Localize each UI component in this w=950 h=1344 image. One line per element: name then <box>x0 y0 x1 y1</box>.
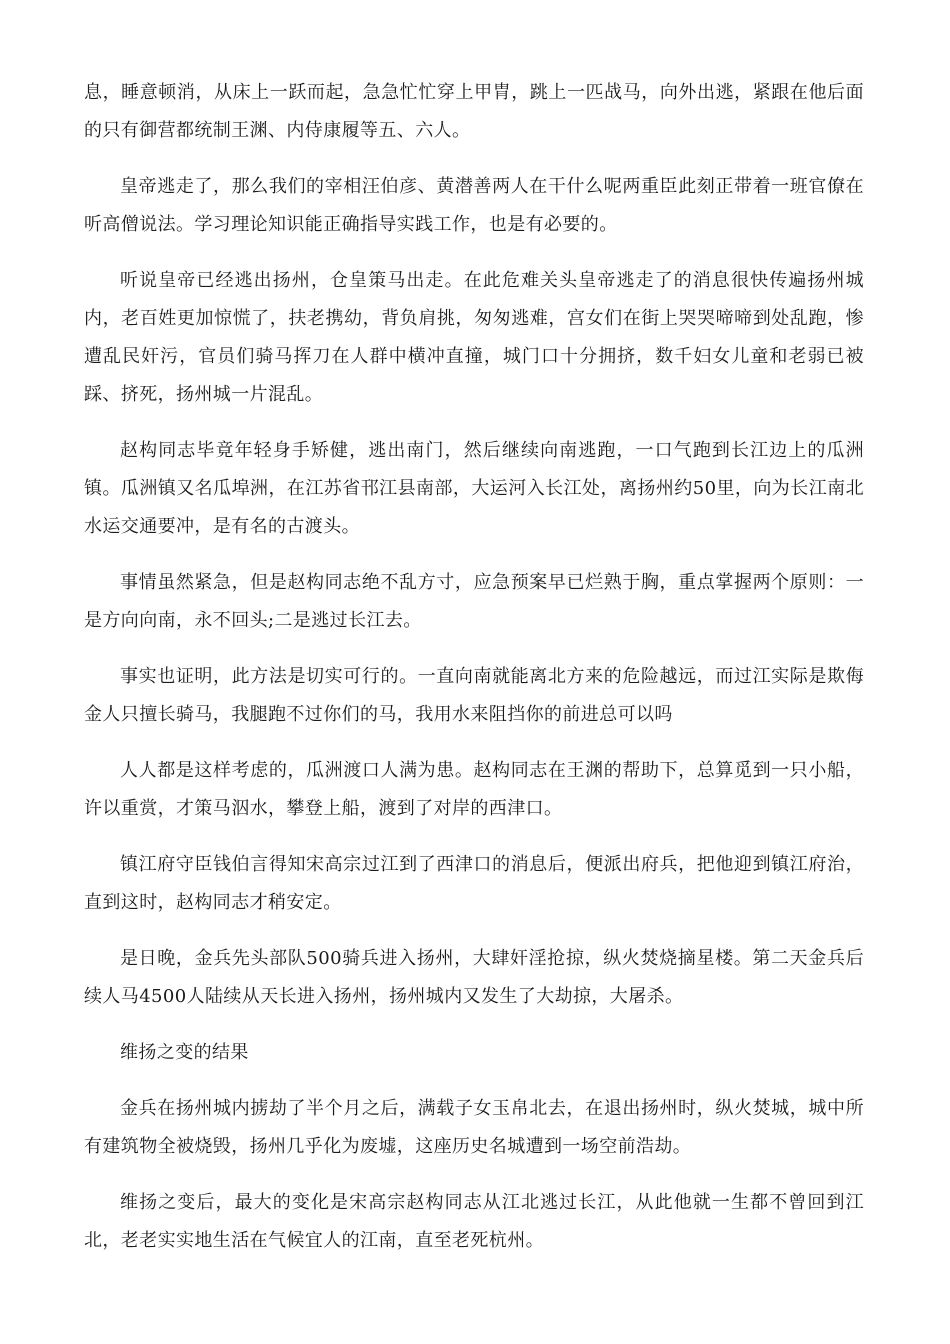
paragraph-city-burned: 金兵在扬州城内掳劫了半个月之后，满载子女玉帛北去，在退出扬州时，纵火焚城，城中所有建筑物全被烧毁，扬州几乎化为废墟，这座历史名城遭到一场空前浩劫。 <box>84 1098 864 1157</box>
paragraph-crossing: 人人都是这样考虑的，瓜洲渡口人满为患。赵构同志在王渊的帮助下，总算觅到一只小船，许以重赏，才策马泅水，攀登上船，渡到了对岸的西津口。 <box>84 760 864 819</box>
paragraph-jin-army: 是日晚，金兵先头部队500骑兵进入扬州，大肆奸淫抢掠，纵火焚烧摘星楼。第二天金兵后续人马4500人陆续从天长进入扬州，扬州城内又发生了大劫掠，大屠杀。 <box>84 948 864 1007</box>
paragraph-principles: 事情虽然紧急，但是赵构同志绝不乱方寸，应急预案早已烂熟于胸，重点掌握两个原则：一是方向向南，永不回头;二是逃过长江去。 <box>84 572 864 631</box>
paragraph-continuation: 息，睡意顿消，从床上一跃而起，急急忙忙穿上甲胄，跳上一匹战马，向外出逃，紧跟在他后面的只有御营都统制王渊、内侍康履等五、六人。 <box>84 82 864 141</box>
paragraph-aftermath: 维扬之变后，最大的变化是宋高宗赵构同志从江北逃过长江，从此他就一生都不曾回到江北，老老实实地生活在气候宜人的江南，直至老死杭州。 <box>84 1192 864 1251</box>
document-body <box>84 74 864 1278</box>
section-heading-result: 维扬之变的结果 <box>120 1042 249 1063</box>
paragraph-zhenjiang: 镇江府守臣钱伯言得知宋高宗过江到了西津口的消息后，便派出府兵，把他迎到镇江府治，直到这时，赵构同志才稍安定。 <box>84 854 864 913</box>
paragraph-emperor-flees: 皇帝逃走了，那么我们的宰相汪伯彦、黄潜善两人在干什么呢两重臣此刻正带着一班官僚在听高僧说法。学习理论知识能正确指导实践工作，也是有必要的。 <box>84 176 864 235</box>
paragraph-method-proven: 事实也证明，此方法是切实可行的。一直向南就能离北方来的危险越远，而过江实际是欺侮金人只擅长骑马，我腿跑不过你们的马，我用水来阻挡你的前进总可以吗 <box>84 666 864 725</box>
paragraph-guazhou: 赵构同志毕竟年轻身手矫健，逃出南门，然后继续向南逃跑，一口气跑到长江边上的瓜洲镇。瓜洲镇又名瓜埠洲，在江苏省邗江县南部，大运河入长江处，离扬州约50里，向为长江南北水运交通要冲，是有名的古渡头。 <box>84 440 864 537</box>
paragraph-city-chaos: 听说皇帝已经逃出扬州，仓皇策马出走。在此危难关头皇帝逃走了的消息很快传遍扬州城内，老百姓更加惊慌了，扶老携幼，背负肩挑，匆匆逃难，宫女们在街上哭哭啼啼到处乱跑，惨遭乱民奸污，官员们骑马挥刀在人群中横冲直撞，城门口十分拥挤，数千妇女儿童和老弱已被踩、挤死，扬州城一片混乱。 <box>84 270 864 405</box>
